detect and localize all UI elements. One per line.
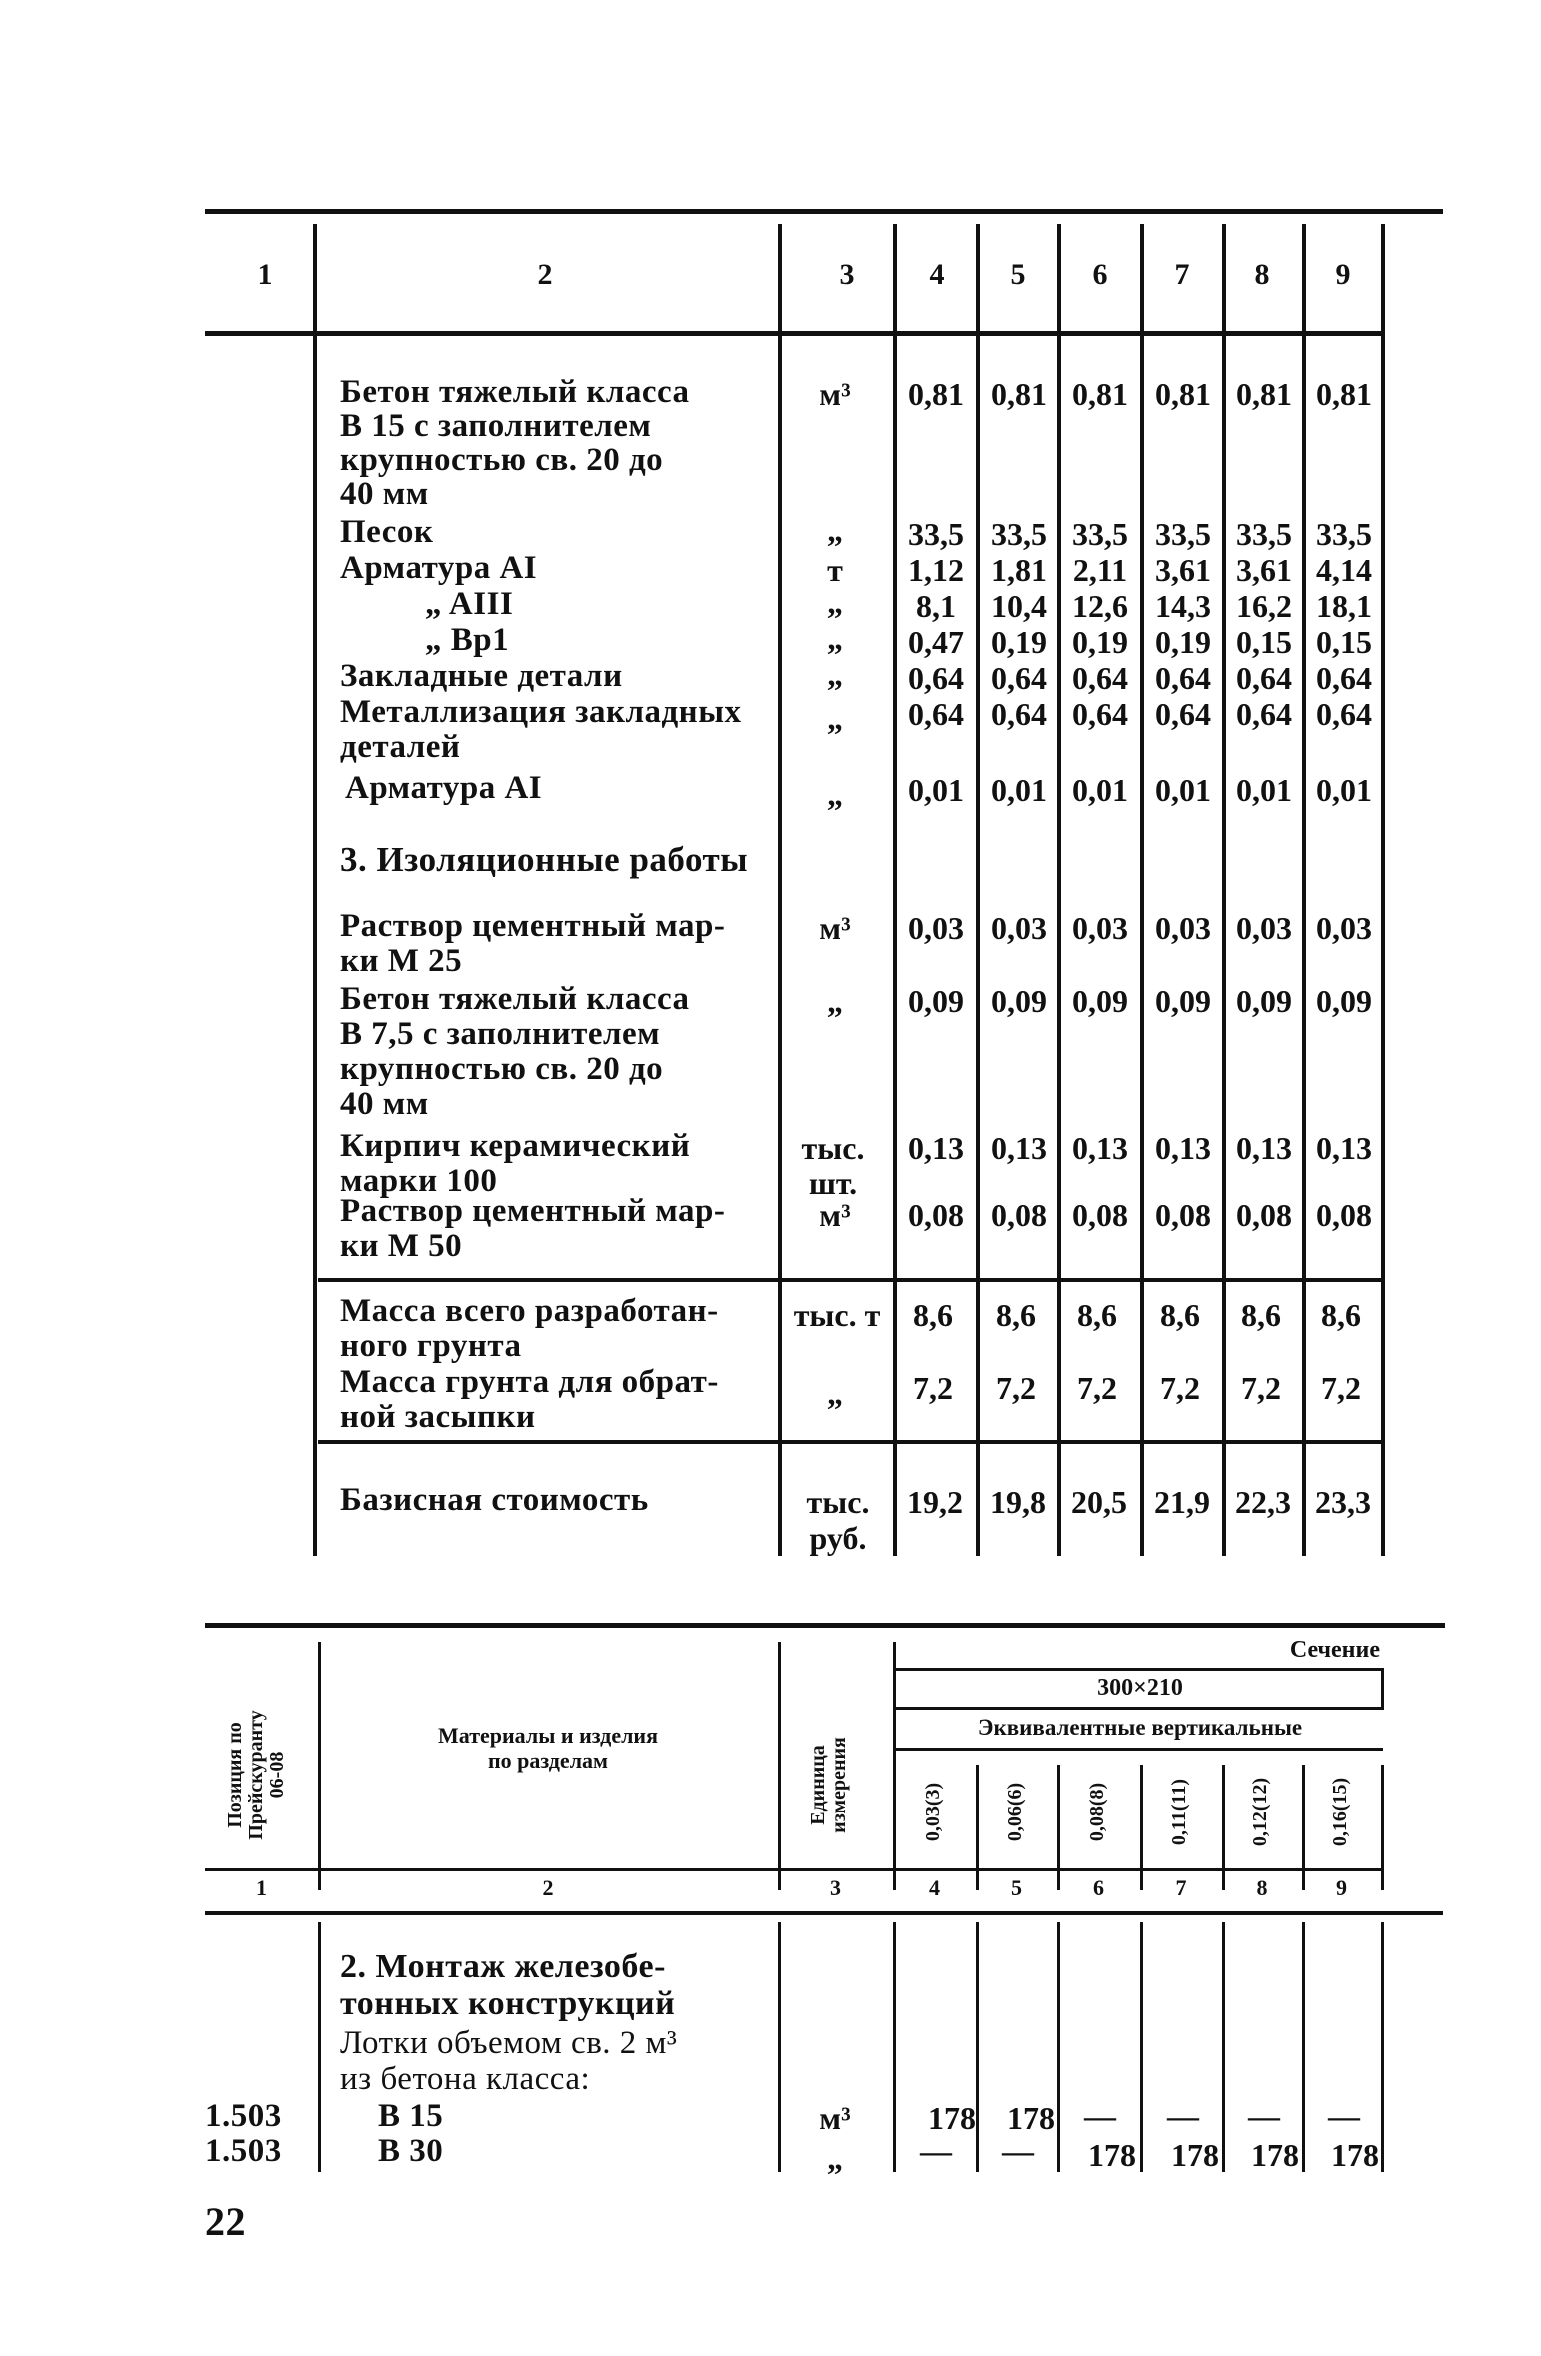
cell-value: 7,2 xyxy=(913,1370,953,1406)
col-number-3: 3 xyxy=(830,1875,841,1900)
cell-value: 0,81 xyxy=(1316,376,1372,412)
cell-value: 0,13 xyxy=(1236,1130,1292,1166)
cell-value: 178 xyxy=(1088,2137,1136,2173)
cell-value: 0,15 xyxy=(1236,624,1292,660)
cell-value: 0,81 xyxy=(1155,376,1211,412)
base-cost-unit: тыс. xyxy=(806,1484,870,1520)
header-unit-line: Единица xyxy=(807,1745,829,1825)
cell-value: 14,3 xyxy=(1155,588,1211,624)
cell-value: 22,3 xyxy=(1235,1484,1291,1520)
row-position: 1.503 xyxy=(205,2098,282,2134)
col-number-6: 6 xyxy=(1093,1875,1104,1900)
cell-value: 0,01 xyxy=(1316,772,1372,808)
section-title: 2. Монтаж железобе- xyxy=(340,1948,666,1985)
row-name-line: ки М 25 xyxy=(340,943,463,979)
col-number-9: 9 xyxy=(1336,1875,1347,1900)
row-name-line: ки М 50 xyxy=(340,1228,463,1264)
row-name-line: В 7,5 с заполнителем xyxy=(340,1016,661,1052)
cell-value: 0,13 xyxy=(1155,1130,1211,1166)
cell-value: 0,81 xyxy=(1072,376,1128,412)
header-position xyxy=(225,1670,305,1880)
cell-value: 178 xyxy=(1007,2100,1055,2136)
row-unit: тыс. т xyxy=(793,1297,881,1333)
cell-value: 0,64 xyxy=(1236,696,1292,732)
cell-value: 4,14 xyxy=(1316,552,1372,588)
cell-value: 1,12 xyxy=(908,552,964,588)
row-unit: шт. xyxy=(808,1165,858,1201)
col-header-7: 7 xyxy=(1174,258,1190,291)
header-position-line: Прейскуранту xyxy=(245,1710,267,1840)
cell-value: 178 xyxy=(928,2100,976,2136)
sub-header-5: 0,06(6) xyxy=(1004,1782,1026,1842)
col-number-8: 8 xyxy=(1256,1875,1268,1900)
col-header-6: 6 xyxy=(1092,258,1108,291)
cell-value: 10,4 xyxy=(991,588,1047,624)
cell-value: 0,01 xyxy=(1155,772,1211,808)
col-header-4: 4 xyxy=(929,258,945,291)
row-unit: т xyxy=(827,552,843,588)
cell-value: 23,3 xyxy=(1315,1484,1371,1520)
header-position-line: Позиция по xyxy=(224,1722,246,1828)
cell-value: 20,5 xyxy=(1071,1484,1127,1520)
row-name-line: Масса грунта для обрат- xyxy=(340,1364,719,1400)
row-unit: „ xyxy=(827,1375,843,1411)
row-name-line: Бетон тяжелый класса xyxy=(340,981,690,1017)
header-equivalent: Эквивалентные вертикальные xyxy=(977,1715,1303,1740)
cell-value: 1,81 xyxy=(991,552,1047,588)
row-name-line: крупностью св. 20 до xyxy=(340,1051,664,1087)
row-name-line: Раствор цементный мар- xyxy=(340,1193,726,1229)
row-unit: „ xyxy=(827,584,843,620)
cell-value: 178 xyxy=(1171,2137,1219,2173)
row-name-line: Бетон тяжелый класса xyxy=(340,374,690,410)
cell-value: 7,2 xyxy=(1077,1370,1117,1406)
header-section: Сечение xyxy=(1289,1637,1380,1663)
cell-value: 19,8 xyxy=(990,1484,1046,1520)
cell-value: 0,81 xyxy=(991,376,1047,412)
cell-value: 0,03 xyxy=(1236,910,1292,946)
section-title: 3. Изоляционные работы xyxy=(340,840,749,879)
cell-value: 0,08 xyxy=(1236,1197,1292,1233)
row-unit: „ xyxy=(827,983,843,1019)
cell-value: 21,9 xyxy=(1154,1484,1210,1520)
cell-value: — xyxy=(1328,2098,1360,2134)
cell-value: 33,5 xyxy=(991,516,1047,552)
cell-value: 0,19 xyxy=(991,624,1047,660)
cell-value: 0,03 xyxy=(1316,910,1372,946)
cell-value: 0,01 xyxy=(1072,772,1128,808)
cell-value: 0,64 xyxy=(1155,660,1211,696)
cell-value: 0,19 xyxy=(1072,624,1128,660)
row-name-line: Песок xyxy=(340,514,434,550)
row-name-line: Арматура AI xyxy=(345,770,543,806)
cell-value: 3,61 xyxy=(1155,552,1211,588)
cell-value: 0,19 xyxy=(1155,624,1211,660)
cell-value: — xyxy=(1248,2098,1280,2134)
cell-value: 0,03 xyxy=(1072,910,1128,946)
col-header-5: 5 xyxy=(1010,258,1026,291)
cell-value: 12,6 xyxy=(1072,588,1128,624)
cell-value: 0,64 xyxy=(908,660,964,696)
col-number-1: 1 xyxy=(256,1875,267,1900)
cell-value: 0,09 xyxy=(1155,983,1211,1019)
cell-value: 0,64 xyxy=(908,696,964,732)
cell-value: 19,2 xyxy=(907,1484,963,1520)
cell-value: 33,5 xyxy=(1316,516,1372,552)
cell-value: 0,47 xyxy=(908,624,964,660)
cell-value: 0,09 xyxy=(991,983,1047,1019)
row-name-line: Раствор цементный мар- xyxy=(340,908,726,944)
cell-value: 0,03 xyxy=(908,910,964,946)
cell-value: 0,13 xyxy=(991,1130,1047,1166)
row-unit: м³ xyxy=(819,1197,851,1233)
col-header-9: 9 xyxy=(1335,258,1351,291)
row-name-line: деталей xyxy=(340,729,461,765)
cell-value: 7,2 xyxy=(996,1370,1036,1406)
sub-header-6: 0,08(8) xyxy=(1086,1782,1108,1842)
cell-value: 0,13 xyxy=(1316,1130,1372,1166)
sub-header-7: 0,11(11) xyxy=(1168,1778,1190,1846)
row-unit: „ xyxy=(827,620,843,656)
base-cost-unit: руб. xyxy=(809,1520,867,1556)
cell-value: 0,01 xyxy=(991,772,1047,808)
row-name-line: Кирпич керамический xyxy=(340,1128,691,1164)
cell-value: 8,6 xyxy=(1321,1297,1361,1333)
row-name-line: 40 мм xyxy=(340,1086,429,1122)
col-number-2: 2 xyxy=(542,1875,554,1900)
col-header-3: 3 xyxy=(839,258,855,291)
cell-value: 0,01 xyxy=(1236,772,1292,808)
row-unit: м³ xyxy=(819,376,851,412)
row-name: В 30 xyxy=(378,2133,444,2169)
row-name-line: 40 мм xyxy=(340,476,429,512)
row-unit: м³ xyxy=(819,2100,851,2136)
header-materials: по разделам xyxy=(487,1748,609,1773)
cell-value: 0,81 xyxy=(1236,376,1292,412)
cell-value: 0,13 xyxy=(1072,1130,1128,1166)
row-unit: „ xyxy=(827,2140,843,2176)
cell-value: 0,03 xyxy=(991,910,1047,946)
row-name-line: В 15 с заполнителем xyxy=(340,408,652,444)
cell-value: 8,6 xyxy=(1077,1297,1117,1333)
cell-value: 178 xyxy=(1331,2137,1379,2173)
row-name-line: „ Bp1 xyxy=(425,622,510,658)
cell-value: 8,1 xyxy=(916,588,956,624)
cell-value: 33,5 xyxy=(908,516,964,552)
col-number-5: 5 xyxy=(1011,1875,1022,1900)
col-header-2: 2 xyxy=(537,258,553,291)
cell-value: 0,64 xyxy=(1316,696,1372,732)
cell-value: 0,08 xyxy=(1072,1197,1128,1233)
cell-value: 8,6 xyxy=(913,1297,953,1333)
row-position: 1.503 xyxy=(205,2133,282,2169)
cell-value: 18,1 xyxy=(1316,588,1372,624)
cell-value: 33,5 xyxy=(1155,516,1211,552)
row-unit: „ xyxy=(827,700,843,736)
section-title: тонных конструкций xyxy=(340,1985,676,2022)
row-name-line: Закладные детали xyxy=(340,658,623,694)
header-position-line: 06-08 xyxy=(266,1751,288,1799)
cell-value: 7,2 xyxy=(1321,1370,1361,1406)
row-name-line: Металлизация закладных xyxy=(340,694,742,730)
sub-header-4: 0,03(3) xyxy=(922,1782,944,1842)
cell-value: 0,64 xyxy=(991,696,1047,732)
cell-value: 0,64 xyxy=(1072,660,1128,696)
col-number-4: 4 xyxy=(929,1875,940,1900)
cell-value: 0,08 xyxy=(991,1197,1047,1233)
sub-header-8: 0,12(12) xyxy=(1249,1777,1271,1847)
cell-value: 0,03 xyxy=(1155,910,1211,946)
item-title: из бетона класса: xyxy=(340,2061,591,2097)
cell-value: 0,09 xyxy=(1316,983,1372,1019)
cell-value: 0,64 xyxy=(1072,696,1128,732)
col-header-1: 1 xyxy=(257,258,273,291)
col-header-8: 8 xyxy=(1254,258,1270,291)
cell-value: 0,81 xyxy=(908,376,964,412)
item-title: Лотки объемом св. 2 м³ xyxy=(340,2025,678,2061)
cell-value: 0,64 xyxy=(1316,660,1372,696)
cell-value: 0,08 xyxy=(908,1197,964,1233)
cell-value: 3,61 xyxy=(1236,552,1292,588)
cell-value: — xyxy=(1167,2098,1199,2134)
row-unit: м³ xyxy=(819,910,851,946)
cell-value: 33,5 xyxy=(1072,516,1128,552)
col-number-7: 7 xyxy=(1175,1875,1187,1900)
row-name-line: крупностью св. 20 до xyxy=(340,442,664,478)
cell-value: — xyxy=(920,2133,952,2169)
header-unit xyxy=(808,1710,862,1860)
row-unit: „ xyxy=(827,776,843,812)
row-name: В 15 xyxy=(378,2098,444,2134)
cell-value: 0,64 xyxy=(1155,696,1211,732)
cell-value: 0,08 xyxy=(1155,1197,1211,1233)
row-name-line: Масса всего разработан- xyxy=(340,1293,719,1329)
cell-value: 8,6 xyxy=(996,1297,1036,1333)
row-name-line: ной засыпки xyxy=(340,1399,536,1435)
cell-value: 33,5 xyxy=(1236,516,1292,552)
cell-value: 178 xyxy=(1251,2137,1299,2173)
cell-value: 7,2 xyxy=(1160,1370,1200,1406)
row-name-line: Арматура AI xyxy=(340,550,538,586)
cell-value: 0,13 xyxy=(908,1130,964,1166)
cell-value: 0,09 xyxy=(1236,983,1292,1019)
cell-value: 0,09 xyxy=(1072,983,1128,1019)
cell-value: 7,2 xyxy=(1241,1370,1281,1406)
row-unit: „ xyxy=(827,656,843,692)
cell-value: 16,2 xyxy=(1236,588,1292,624)
cell-value: 0,01 xyxy=(908,772,964,808)
cell-value: 0,08 xyxy=(1316,1197,1372,1233)
cell-value: 2,11 xyxy=(1072,552,1128,588)
cell-value: 8,6 xyxy=(1160,1297,1200,1333)
header-section-size: 300×210 xyxy=(1097,1675,1183,1701)
header-materials: Материалы и изделия xyxy=(438,1723,658,1748)
header-unit-line: измерения xyxy=(828,1737,850,1833)
cell-value: 0,64 xyxy=(991,660,1047,696)
cell-value: 0,15 xyxy=(1316,624,1372,660)
row-name-line: ного грунта xyxy=(340,1328,522,1364)
sub-header-9: 0,16(15) xyxy=(1329,1777,1351,1847)
base-cost-label: Базисная стоимость xyxy=(340,1482,649,1518)
row-name-line: марки 100 xyxy=(340,1163,498,1199)
page-number: 22 xyxy=(205,2199,246,2244)
cell-value: — xyxy=(1002,2133,1034,2169)
row-name-line: „ AIII xyxy=(425,586,514,622)
row-unit: тыс. xyxy=(801,1130,865,1166)
row-unit: „ xyxy=(827,512,843,548)
cell-value: 0,09 xyxy=(908,983,964,1019)
cell-value: — xyxy=(1084,2098,1116,2134)
cell-value: 0,64 xyxy=(1236,660,1292,696)
cell-value: 8,6 xyxy=(1241,1297,1281,1333)
